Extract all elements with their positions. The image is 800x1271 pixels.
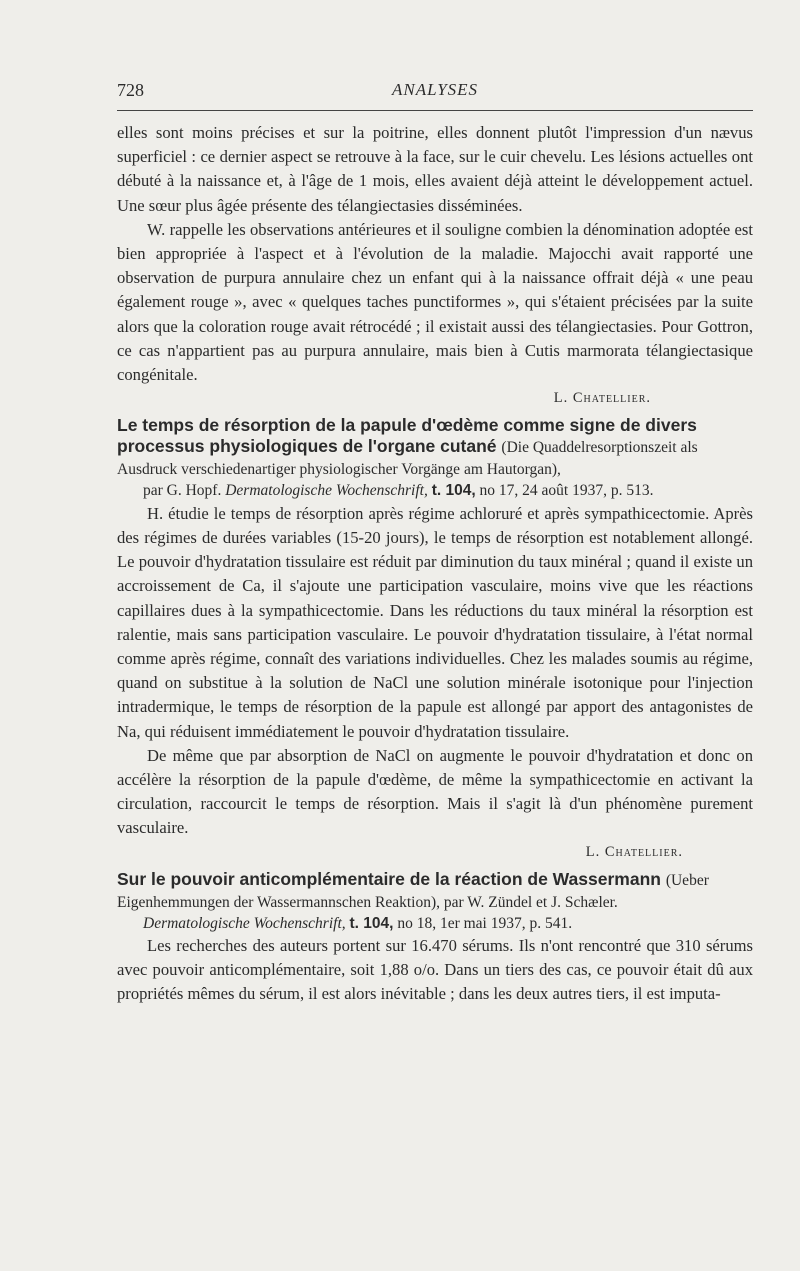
page-number: 728 bbox=[117, 80, 144, 100]
issue-date: no 18, 1er mai 1937, bbox=[397, 914, 526, 932]
paragraph: elles sont moins précises et sur la poitrine, elles donnent plutôt l'impression d'un nævus superficiel : ce dernier aspect se retrouve à la face, sur le cuir chevelu. Les lésions actuelles ont débuté à la naissance et, à l'âge de 1 mois, elles avaient déjà atteint le développement actuel. Une sœur plus âgée présente des télangiectasies disséminées. bbox=[117, 123, 753, 215]
article-reference bbox=[117, 913, 753, 935]
pages: p. 541. bbox=[529, 914, 573, 932]
signature: L. Chatellier. bbox=[585, 843, 683, 860]
article-title-text: Sur le pouvoir anticomplémentaire de la réaction de Wassermann bbox=[117, 868, 661, 889]
volume: t. 104, bbox=[431, 482, 476, 500]
header-rule bbox=[117, 110, 753, 111]
article-title bbox=[117, 869, 753, 913]
article-title bbox=[117, 415, 753, 480]
signature: L. Chatellier. bbox=[553, 390, 651, 407]
author: par G. Hopf. bbox=[143, 482, 222, 500]
prev-article bbox=[117, 121, 753, 409]
paragraph: H. étudie le temps de résorption après régime achloruré et après sympathicectomie. Après des régimes de durées variables (15-20 jours), le temps de résorption est notablement allongé. Le pouvoir d'hydratation tissulaire est réduit par diminution du taux minéral ; quand il existe un accroissement de Ca, il s'ajoute une participation vasculaire, moins vive que les réactions capillaires dues à la sympathicectomie. Dans les réductions du taux minéral la résorption est ralentie, mais sans participation vasculaire. Le pouvoir d'hydratation tissulaire, à l'état normal comme après régime, connaît des variations individuelles. Chez les malades soumis au régime, quand on substitue à la solution de NaCl une solution minérale isotonique pour l'injection intradermique, le temps de résorption de la papule est allongé par apport des antagonistes de Na, qui réduisent immédiatement le pouvoir d'hydratation tissulaire. bbox=[117, 503, 753, 741]
paragraph: De même que par absorption de NaCl on augmente le pouvoir d'hydratation et donc on accélère la résorption de la papule d'œdème, de même la sympathicectomie en activant la circulation, raccourcit le temps de résorption. Mais il s'agit là d'un phénomène purement vasculaire. bbox=[117, 745, 753, 838]
running-title: ANALYSES bbox=[391, 80, 479, 99]
volume: t. 104, bbox=[349, 914, 394, 932]
issue-date: no 17, 24 août 1937, bbox=[479, 482, 607, 500]
article-zundel bbox=[117, 869, 753, 1007]
article-title-text: Le temps de résorption de la papule d'œdème comme signe de divers processus physiologiques de l'organe cutané bbox=[117, 415, 697, 457]
pages: p. 513. bbox=[610, 482, 654, 500]
paragraph: W. rappelle les observations antérieures et il souligne combien la dénomination adoptée est bien appropriée à l'aspect et à l'évolution de la maladie. Majocchi avait rapporté une observation de purpura annulaire chez un enfant qui à la naissance offrait déjà « une peau également rouge », avec « quelques taches punctiformes », qui s'étaient précisées par la suite alors que la coloration rouge avait rétrocédé ; il existait aussi des télangiectasies. Pour Gottron, ce cas n'appartient pas au purpura annulaire, mais bien à Cutis marmorata télangiectasique congénitale. bbox=[117, 219, 753, 385]
original-title: (Die Quaddelresorptionszeit als Ausdruck verschiedenartiger physiologischer Vorgänge am Hautorgan), bbox=[117, 439, 698, 479]
page-header bbox=[117, 76, 753, 102]
journal-name: Dermatologische Wochenschrift, bbox=[225, 482, 428, 500]
journal-name: Dermatologische Wochenschrift, bbox=[143, 914, 346, 932]
page bbox=[117, 76, 753, 1007]
original-title: (Ueber Eigenhemmungen der Wassermannschen Reaktion), par W. Zündel et J. Schæler. bbox=[117, 871, 709, 911]
paragraph: Les recherches des auteurs portent sur 16.470 sérums. Ils n'ont rencontré que 310 sérums avec pouvoir anticomplémentaire, soit 1,88 o/o. Dans un tiers des cas, ce pouvoir était dû aux propriétés mêmes du sérum, il est alors inévitable ; dans les deux autres tiers, il est imputa- bbox=[117, 936, 753, 1004]
article-hopf bbox=[117, 415, 753, 862]
article-reference bbox=[117, 480, 753, 502]
